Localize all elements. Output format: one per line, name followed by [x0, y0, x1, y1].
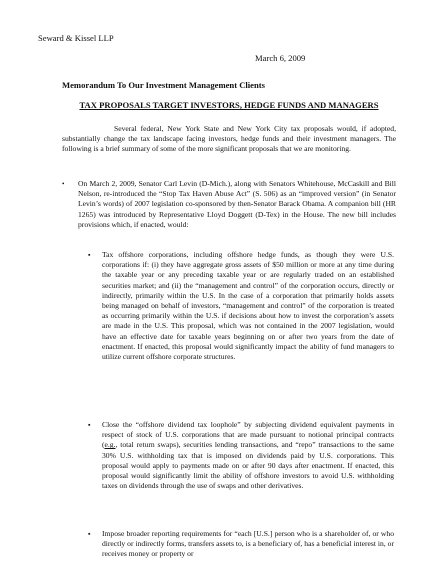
list-item-text: [102, 420, 394, 491]
square-bullet-icon: ▪: [88, 421, 91, 429]
memo-title: Memorandum To Our Investment Management Clients: [62, 80, 265, 90]
square-bullet-icon: ▪: [88, 530, 91, 538]
underlined-abbreviation: e.g.: [104, 440, 116, 450]
list-item-text: Tax offshore corporations, including offshore hedge funds, as though they were U.S. corporations if: (i) they have aggregate gross assets of $50 million or more at any time during the taxable year or any preceding taxable year or are regularly traded on an established securities market; and (ii) the “management and control” of the corporation occurs, directly or indirectly, primarily within the U.S. In the case of a corporation that primarily holds assets being managed on behalf of investors, “management and control” of the corporation is treated as occurring primarily within the U.S. if decisions about how to invest the corporation’s assets are made in the U.S. This proposal, which was not contained in the 2007 legislation, would have an effective date for taxable years beginning on or after two years from the date of enactment. If enacted, this proposal would significantly impact the ability of fund managers to utilize current offshore corporate structures.: [102, 250, 394, 362]
intro-paragraph: Several federal, New York State and New York City tax proposals would, if adopted, substantially change the tax landscape facing investors, hedge funds and their investment managers. The following is a brief summary of some of the more significant proposals that we are monitoring.: [62, 124, 396, 154]
bullet-icon: •: [62, 180, 65, 188]
text-segment: Close the “offshore dividend tax loophole” by subjecting dividend equivalent payments in respect of stock of U.S. corporations that are made pursuant to notional principal contracts (: [102, 420, 394, 450]
memo-headline: TAX PROPOSALS TARGET INVESTORS, HEDGE FUNDS AND MANAGERS: [79, 100, 379, 110]
list-item-text: Impose broader reporting requirements for “each [U.S.] person who is a shareholder of, or who directly or indirectly forms, transfers assets to, is a beneficiary of, has a beneficial interest in, or receives money or property or: [102, 529, 394, 559]
list-item-text: On March 2, 2009, Senator Carl Levin (D-Mich.), along with Senators Whitehouse, McCaskill and Bill Nelson, re-introduced the “Stop Tax Haven Abuse Act” (S. 506) as an “improved version” (in Senator Levin’s words) of 2007 legislation co-sponsored by then-Senator Barack Obama. A companion bill (HR 1265) was introduced by Representative Lloyd Doggett (D-Tex) in the House. The new bill includes provisions which, if enacted, would:: [78, 179, 396, 229]
firm-name: Seward & Kissel LLP: [38, 33, 114, 43]
square-bullet-icon: ▪: [88, 251, 91, 259]
memo-date: March 6, 2009: [255, 53, 306, 63]
text-segment: , total return swaps), securities lending transactions, and “repo” transactions to the same 30% U.S. withholding tax that is imposed on dividends paid by U.S. corporations. This proposal would apply to payments made on or after 90 days after enactment. If enacted, this proposal would significantly limit the ability of offshore investors to avoid U.S. withholding taxes on dividends through the use of swaps and other derivatives.: [102, 440, 394, 491]
